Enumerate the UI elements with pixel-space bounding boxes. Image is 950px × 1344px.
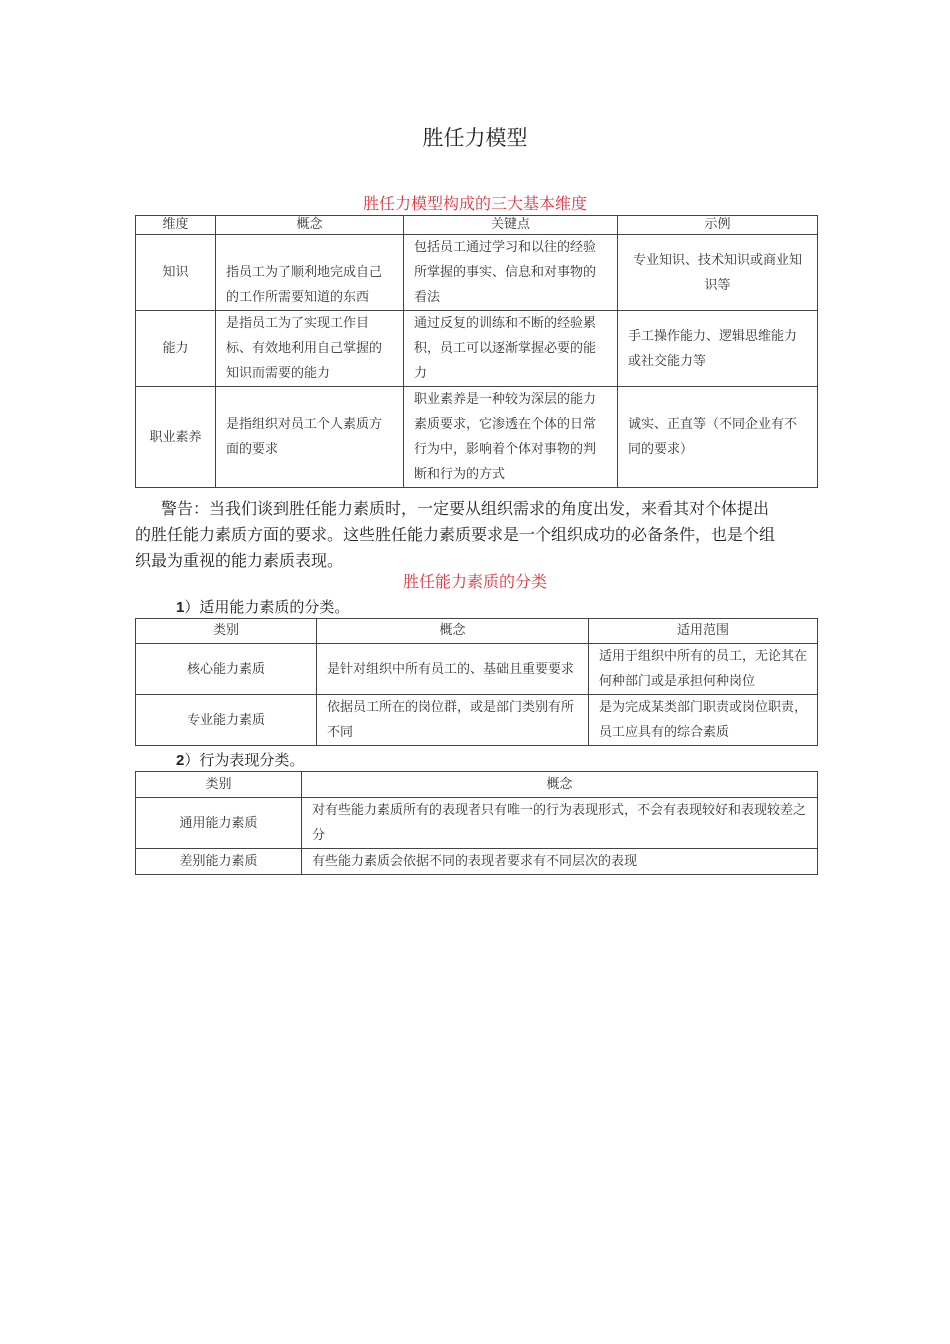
table-row [136,644,818,695]
scope-cell: 适用于组织中所有的员工，无论其在何种部门或是承担何种岗位 [589,644,818,695]
category-cell: 差别能力素质 [136,849,302,875]
keypoint-cell: 通过反复的训练和不断的经验累积，员工可以逐渐掌握必要的能力 [404,311,618,387]
subsection-text: ）适用能力素质的分类。 [184,598,350,616]
dimension-cell: 能力 [136,311,216,387]
warning-line: 的胜任能力素质方面的要求。这些胜任能力素质要求是一个组织成功的必备条件，也是个组 [135,525,776,544]
scope-cell: 是为完成某类部门职责或岗位职责，员工应具有的综合素质 [589,695,818,746]
subsection-text: ）行为表现分类。 [184,751,305,769]
concept-cell: 依据员工所在的岗位群，或是部门类别有所不同 [317,695,589,746]
table-row [136,387,818,488]
header-concept: 概念 [317,619,589,644]
warning-paragraph [135,496,819,574]
table-row [136,235,818,311]
concept-cell: 指员工为了顺利地完成自己的工作所需要知道的东西 [216,235,404,311]
header-category: 类别 [136,619,317,644]
category-cell: 通用能力素质 [136,798,302,849]
category-cell: 专业能力素质 [136,695,317,746]
concept-cell: 是指组织对员工个人素质方面的要求 [216,387,404,488]
warning-line: 织最为重视的能力素质表现。 [135,551,344,570]
concept-cell: 是指员工为了实现工作目标、有效地利用自己掌握的知识而需要的能力 [216,311,404,387]
dimension-cell: 职业素养 [136,387,216,488]
header-example: 示例 [618,216,818,235]
header-keypoint: 关键点 [404,216,618,235]
header-concept: 概念 [302,772,818,798]
example-cell: 手工操作能力、逻辑思维能力或社交能力等 [618,311,818,387]
page-title: 胜任力模型 [422,126,528,150]
warning-line: 警告：当我们谈到胜任能力素质时，一定要从组织需求的角度出发，来看其对个体提出 [161,499,770,518]
table-header-row [136,619,818,644]
table-header-row [136,772,818,798]
dimensions-table [135,215,818,488]
subsection-2-title [176,749,304,770]
applicable-competency-table [135,618,818,746]
table-row [136,849,818,875]
dimension-cell: 知识 [136,235,216,311]
concept-cell: 是针对组织中所有员工的、基础且重要要求 [317,644,589,695]
example-cell: 诚实、正直等（不同企业有不同的要求） [618,387,818,488]
example-cell: 专业知识、技术知识或商业知识等 [618,235,818,311]
header-dimension: 维度 [136,216,216,235]
table-row [136,695,818,746]
subsection-number: 2 [176,752,185,769]
keypoint-cell: 包括员工通过学习和以往的经验所掌握的事实、信息和对事物的看法 [404,235,618,311]
subsection-number: 1 [176,599,185,616]
section1-heading: 胜任力模型构成的三大基本维度 [362,194,587,213]
table-header-row [136,216,818,235]
behavior-competency-table [135,771,818,875]
table-row [136,311,818,387]
concept-cell: 对有些能力素质所有的表现者只有唯一的行为表现形式，不会有表现较好和表现较差之分 [302,798,818,849]
category-cell: 核心能力素质 [136,644,317,695]
table-row [136,798,818,849]
section2-heading: 胜任能力素质的分类 [402,572,547,591]
header-concept: 概念 [216,216,404,235]
concept-cell: 有些能力素质会依据不同的表现者要求有不同层次的表现 [302,849,818,875]
keypoint-cell: 职业素养是一种较为深层的能力素质要求，它渗透在个体的日常行为中，影响着个体对事物的判断和行为的方式 [404,387,618,488]
header-scope: 适用范围 [589,619,818,644]
subsection-1-title [176,596,349,617]
header-category: 类别 [136,772,302,798]
